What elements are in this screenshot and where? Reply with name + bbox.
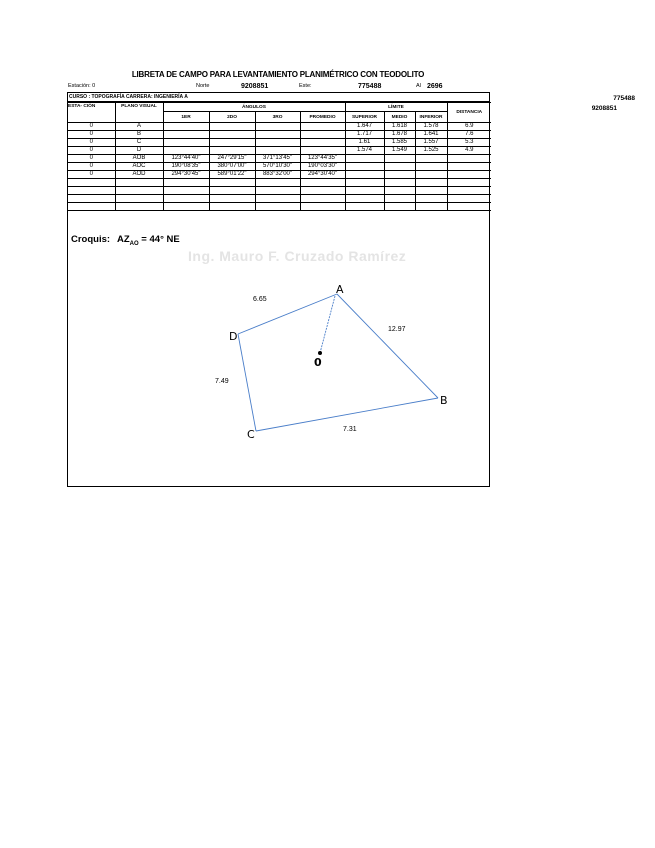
table-cell: 0 [68,147,115,155]
page-title: LIBRETA DE CAMPO PARA LEVANTAMIENTO PLANIMÉTRICO CON TEODOLITO [131,70,425,79]
croquis-label: Croquis: [71,234,111,245]
table-cell: 294°30'40" [300,171,345,179]
alt-value: 2696 [427,83,443,90]
table-cell: 371°13'45" [255,155,300,163]
header-plano: PLANO VISUAL [115,103,163,123]
table-cell: 1.574 [345,147,384,155]
table-cell: A [115,123,163,131]
table-cell: 0 [68,123,115,131]
este-label: Este: [299,83,312,89]
table-cell: C [115,139,163,147]
table-cell: 589°01'22" [209,171,255,179]
header-limite: LÍMITE [345,103,447,112]
table-cell: 190°03'30" [300,163,345,171]
table-cell: 883°32'00" [255,171,300,179]
vertex-d: D [229,330,238,343]
header-3ro: 3RO [255,112,300,123]
table-cell: AOD [115,171,163,179]
table-cell: 190°08'35" [163,163,209,171]
vertex-a: A [336,283,344,296]
table-cell: 1.678 [384,131,415,139]
table-cell: 1.549 [384,147,415,155]
table-cell: 0 [68,171,115,179]
vertex-c: C [247,428,255,441]
table-cell: 0 [68,139,115,147]
table-cell: 570°10'30" [255,163,300,171]
table-cell: AOC [115,163,163,171]
table-cell: B [115,131,163,139]
table-cell: 1.585 [384,139,415,147]
side-north-value: 9208851 [591,105,617,112]
table-cell: 0 [68,163,115,171]
side-east-value: 775488 [613,95,635,102]
distance-bc: 7.31 [343,426,357,433]
table-cell: 123°44'40" [163,155,209,163]
table-cell: AOB [115,155,163,163]
header-angulos: ÁNGULOS [163,103,345,112]
header-estacion: ESTA- CIÓN [68,103,115,123]
table-cell: 123°44'35" [300,155,345,163]
curso-line: CURSO : TOPOGRAFÍA CARRERA: INGENIERÍA A [68,93,489,102]
table-cell: 0 [68,131,115,139]
station-point [318,351,322,355]
side-ab [337,294,438,398]
table-cell: 1.618 [384,123,415,131]
table-cell: 6.9 [447,123,491,131]
norte-value: 9208851 [241,83,269,90]
ray-oa [320,296,335,353]
table-cell: 4.9 [447,147,491,155]
table-cell: 247°29'15" [209,155,255,163]
alt-label: Al [416,83,421,89]
distance-cd: 7.49 [215,378,229,385]
norte-label: Norte [196,83,210,89]
vertex-b: B [440,394,448,407]
table-cell: 294°30'45" [163,171,209,179]
table-cell: 380°07'00" [209,163,255,171]
vertex-o: 0 [314,356,322,369]
header-distancia: DISTANCIA [447,103,491,123]
table-cell: 1.641 [415,131,447,139]
distance-ab: 12.97 [388,326,406,333]
azimuth-label: $AZ_{AO} = 44^\circ$ NE [117,234,180,247]
table-cell: 1.525 [415,147,447,155]
table-cell: 1.578 [415,123,447,131]
estacion-label: Estación: 0 [68,83,96,89]
table-cell: 0 [68,155,115,163]
este-value: 775488 [358,83,382,90]
side-cd [238,334,256,431]
header-inferior: INFERIOR [415,112,447,123]
table-cell: D [115,147,163,155]
table-cell: 1.717 [345,131,384,139]
header-1er: 1ER [163,112,209,123]
table-cell: 5.3 [447,139,491,147]
header-medio: MEDIO [384,112,415,123]
table-cell: 1.557 [415,139,447,147]
header-superior: SUPERIOR [345,112,384,123]
watermark: Ing. Mauro F. Cruzado Ramírez [188,248,407,264]
header-promedio: PROMEDIO [300,112,345,123]
distance-da: 6.65 [253,296,267,303]
table-cell: 1.647 [345,123,384,131]
table-cell: 7.6 [447,131,491,139]
header-2do: 2DO [209,112,255,123]
table-cell: 1.61 [345,139,384,147]
